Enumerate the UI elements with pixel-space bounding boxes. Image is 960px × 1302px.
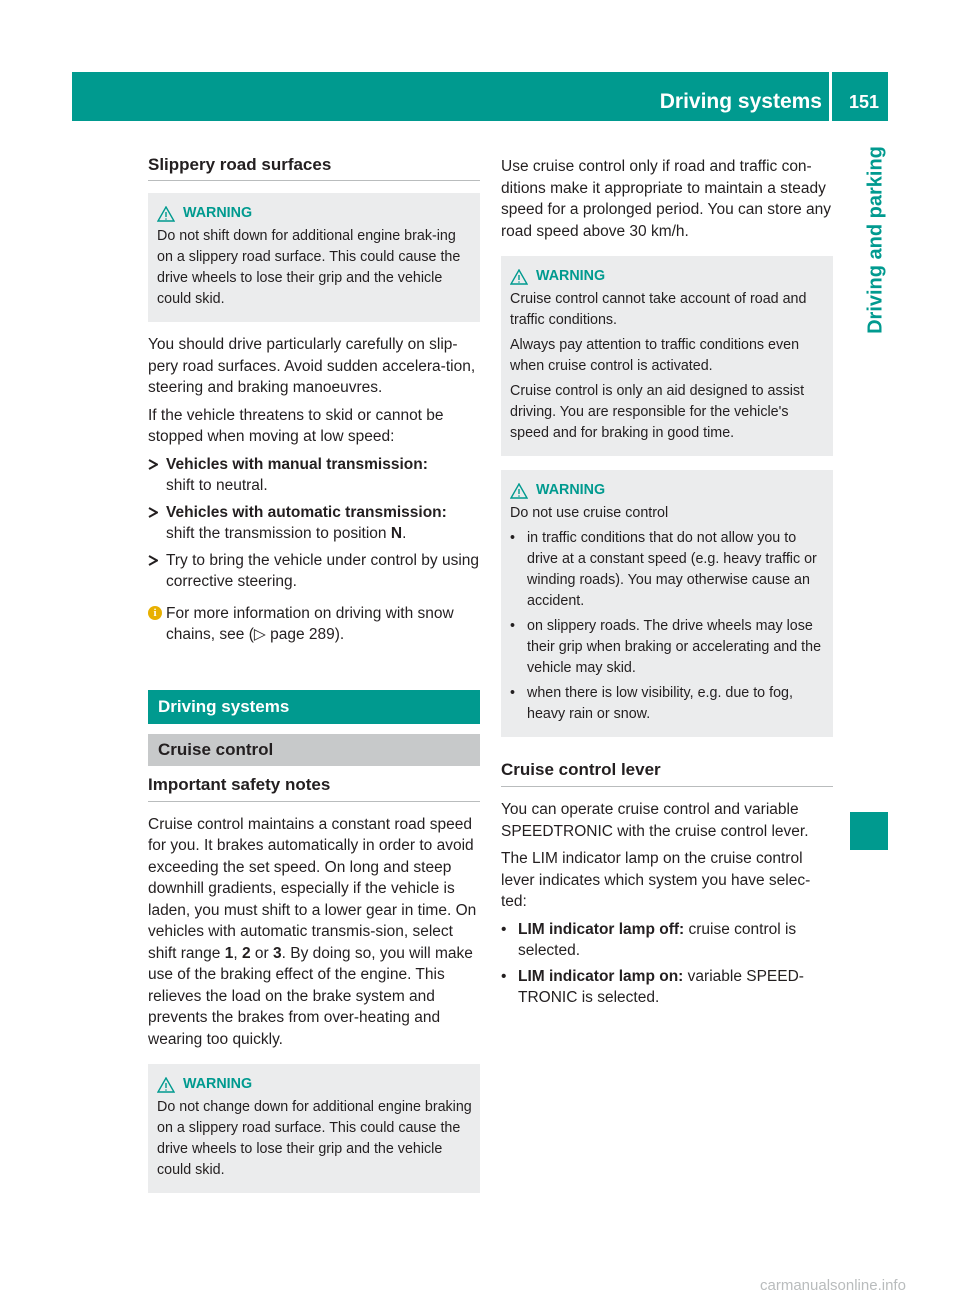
- separator: or: [254, 944, 269, 962]
- paragraph: If the vehicle threatens to skid or cannot be stopped when moving at low speed:: [148, 406, 444, 445]
- gear-position: N: [390, 525, 403, 542]
- bullet-icon: •: [501, 920, 507, 938]
- list-item-text: in traffic conditions that do not allow you to drive at a constant speed (e.g. heavy traffic or winding roads). You may otherwise cause an accident.: [527, 530, 817, 609]
- warning-bullets: [510, 528, 825, 725]
- warning-label: WARNING: [536, 482, 606, 498]
- list-item-text: when there is low visibility, e.g. due to fog, heavy rain or snow.: [527, 685, 793, 722]
- left-column: [148, 154, 480, 1205]
- warning-heading: [157, 203, 472, 224]
- paragraph: [148, 814, 480, 1051]
- warning-text: Cruise control is only an aid designed to assist driving. You are responsible for the vehicle's speed and for braking in good time.: [510, 383, 805, 441]
- step-text: shift the transmission to position: [166, 525, 387, 542]
- list-item-text: cruise control is selected.: [518, 920, 797, 959]
- paragraph: Use cruise control only if road and traffic con-ditions make it appropriate to maintain a steady speed for a prolonged period. You can store any road speed above 30 km/h.: [501, 158, 832, 240]
- bullet-icon: •: [510, 618, 516, 634]
- warning-label: WARNING: [536, 268, 606, 284]
- warning-text: Do not use cruise control: [510, 505, 669, 521]
- shift-range-3: 3: [273, 944, 282, 962]
- warning-triangle-icon: [157, 1077, 175, 1093]
- list-item: [510, 683, 825, 725]
- warning-text: Do not change down for additional engine braking on a slippery road surface. This could cause the drive wheels to lose their grip and the vehicle could skid.: [157, 1099, 472, 1178]
- section-band-driving-systems: Driving systems: [148, 690, 480, 724]
- warning-label: WARNING: [183, 205, 253, 221]
- step-arrow-icon: [148, 459, 158, 470]
- warning-box: [501, 256, 833, 456]
- step-tail: .: [402, 525, 407, 542]
- info-note: [148, 603, 480, 646]
- section-title-safety: Important safety notes: [148, 774, 480, 802]
- right-column: [501, 156, 833, 1013]
- warning-box: [501, 470, 833, 737]
- list-item: [501, 919, 833, 962]
- list-item: [510, 616, 825, 679]
- warning-heading: [510, 480, 825, 501]
- bullet-icon: •: [510, 530, 516, 546]
- step-item: [148, 502, 480, 545]
- warning-triangle-icon: [157, 206, 175, 222]
- list-item-text: on slippery roads. The drive wheels may lose their grip when braking or accelerating and the vehicle may skid.: [527, 618, 822, 676]
- warning-box: [148, 1064, 480, 1193]
- paragraph: You can operate cruise control and variable SPEEDTRONIC with the cruise control lever.: [501, 801, 809, 840]
- watermark: carmanualsonline.info: [760, 1277, 906, 1294]
- step-text: shift to neutral.: [166, 477, 268, 494]
- shift-range-2: 2: [241, 944, 251, 962]
- step-item: [148, 454, 480, 497]
- list-item-bold: LIM indicator lamp on:: [518, 967, 684, 985]
- safety-text-tail: . By doing so, you will make use of the braking effect of the engine. This relieves the load on the brake system and prevents the brakes from over-heating and wearing too quickly.: [148, 944, 473, 1048]
- step-bold: Vehicles with manual transmission:: [166, 455, 428, 473]
- section-title-lever: Cruise control lever: [501, 759, 833, 787]
- warning-text: Always pay attention to traffic conditions even when cruise control is activated.: [510, 337, 800, 374]
- warning-heading: [510, 266, 825, 287]
- warning-heading: [157, 1074, 472, 1095]
- header-divider: [829, 72, 832, 121]
- warning-text: Do not shift down for additional engine brak-ing on a slippery road surface. This could cause the drive wheels to lose their grip and the vehicle could skid.: [157, 228, 461, 307]
- header-title: Driving systems: [659, 90, 822, 113]
- warning-box: [148, 193, 480, 322]
- side-tab-label: Driving and parking: [864, 146, 887, 334]
- paragraph: You should drive particularly carefully on slip-pery road surfaces. Avoid sudden accelera-tion, steering and braking manoeuvres.: [148, 336, 476, 396]
- bullet-icon: •: [510, 685, 516, 701]
- lim-bullets: [501, 919, 833, 1009]
- warning-triangle-icon: [510, 483, 528, 499]
- list-item: [501, 966, 833, 1009]
- warning-triangle-icon: [510, 269, 528, 285]
- info-icon: i: [148, 606, 162, 620]
- step-arrow-icon: [148, 555, 158, 566]
- warning-label: WARNING: [183, 1076, 253, 1092]
- list-item-text: variable SPEED-TRONIC is selected.: [518, 967, 804, 1006]
- list-item: [510, 528, 825, 612]
- list-item-bold: LIM indicator lamp off:: [518, 920, 685, 938]
- warning-text: Cruise control cannot take account of road and traffic conditions.: [510, 291, 807, 328]
- separator: ,: [233, 944, 238, 962]
- step-item: [148, 550, 480, 593]
- section-band-cruise-control: Cruise control: [148, 734, 480, 766]
- page-number: 151: [848, 92, 880, 112]
- paragraph: The LIM indicator lamp on the cruise control lever indicates which system you have selec-ted:: [501, 850, 811, 910]
- side-tab-marker: [850, 812, 888, 850]
- safety-text: Cruise control maintains a constant road speed for you. It brakes automatically in order to avoid exceeding the set speed. On long and steep downhill gradients, especially if the vehicle is laden, you must shift to a lower gear in time. On vehicles with automatic transmis-sion, select shift range: [148, 815, 477, 962]
- section-title-slippery: Slippery road surfaces: [148, 154, 480, 181]
- step-bold: Vehicles with automatic transmission:: [166, 503, 447, 521]
- step-arrow-icon: [148, 507, 158, 518]
- bullet-icon: •: [501, 967, 507, 985]
- shift-range-1: 1: [224, 944, 234, 962]
- info-text: For more information on driving with snow chains, see (▷ page 289).: [166, 604, 454, 643]
- step-text: Try to bring the vehicle under control by using corrective steering.: [166, 551, 480, 590]
